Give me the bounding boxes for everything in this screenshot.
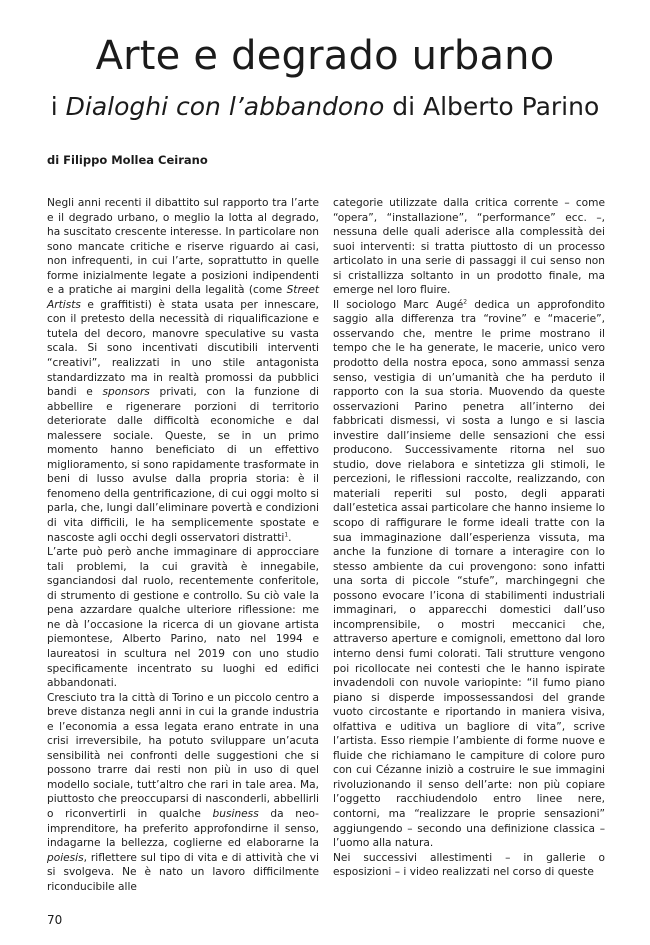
text-run: da neo-imprenditore, ha preferito approfondirne il senso, indagarne la bellezza, coglierne ed elaborarne la [47, 807, 320, 850]
italic-term: business [212, 807, 259, 820]
byline: di Filippo Mollea Ceirano [47, 153, 208, 167]
page-number: 70 [47, 913, 63, 927]
subtitle-work-title: Dialoghi con l’abbandono [65, 92, 385, 121]
text-run: , riflettere sul tipo di vita e di attività che vi si svolgeva. Ne è nato un lavoro difficilmente riconducibile alle [47, 851, 319, 893]
footnote-ref: 1 [284, 531, 289, 539]
footnote-ref: 2 [463, 298, 468, 306]
subtitle-prefix: i [50, 92, 66, 121]
italic-term: sponsors [102, 386, 150, 399]
subtitle-suffix: di Alberto Parino [384, 92, 600, 121]
text-run: Cresciuto tra la città di Torino e un piccolo centro a breve distanza negli anni in cui la grande industria e l’economia a essa legata erano entrate in una crisi irreversibile, ha potuto sviluppare un’acuta sensibilità nei confronti delle suggestioni che si possono trarre dai resti non più in uso di quel modello sociale, tutt’altro che rari in tale area. Ma, piuttosto che preoccuparsi di nasconderli, abbellirli o riconvertirli in qualche [47, 691, 319, 820]
paragraph [333, 298, 605, 851]
text-run: privati, con la funzione di abbellire e rigenerare porzioni di territorio deteriorate dalle difficoltà economiche e dal malessere sociale. Queste, se in un primo momento hanno beneficiato di un effettivo miglioramento, si sono rapidamente trasformate in beni di lusso avulse dalla propria storia: è il fenomeno della gentrificazione, di cui oggi molto si parla, che, lungi dall’eliminare povertà e condizioni di vita difficili, le ha semplicemente spostate e nascoste agli occhi degli osservatori distratti [47, 386, 319, 544]
text-run: Negli anni recenti il dibattito sul rapporto tra l’arte e il degrado urbano, o meglio la lotta al degrado, ha suscitato crescente interesse. In particolare non sono mancate critiche e riserve riguardo ai casi, non infrequenti, in cui l’arte, soprattutto in quelle forme inizialmente legate a posizioni indipendenti e a pratiche ai margini della legalità (come [47, 197, 319, 297]
article-title: Arte e degrado urbano [95, 33, 555, 79]
paragraph: Nei successivi allestimenti – in gallerie o esposizioni – i video realizzati nel corso di queste [333, 851, 605, 879]
paragraph: categorie utilizzate dalla critica corrente – come “opera”, “installazione”, “performance” ecc. –, nessuna delle quali aderisce alla complessità dei suoi interventi: si tratta piuttosto di un processo articolato in una serie di passaggi il cui senso non si cristallizza soltanto in un prodotto finale, ma emerge nel loro fluire. [333, 197, 605, 297]
right-column [333, 196, 605, 880]
text-run: Il sociologo Marc Augé [333, 298, 464, 311]
left-column [47, 196, 319, 894]
italic-term: poiesis [47, 851, 84, 864]
paragraph: L’arte può però anche immaginare di approcciare tali problemi, la cui gravità è innegabile, sganciandosi dal ruolo, recentemente conferitole, di strumento di gestione e controllo. Su ciò vale la pena azzardare qualche ulteriore riflessione: me ne dà l’occasione la ricerca di un giovane artista piemontese, Alberto Parino, nato nel 1994 e laureatosi in scultura nel 2019 con uno studio specificamente incentrato su luoghi ed edifici abbandonati. [47, 546, 319, 690]
paragraph [47, 196, 319, 545]
text-run: . [288, 531, 292, 544]
italic-term: Street Artists [47, 284, 319, 311]
paragraph [47, 691, 319, 895]
text-run: dedica un approfondito saggio alla differenza tra “rovine” e “macerie”, osservando che, mentre le prime mostrano il tempo che le ha generate, le macerie, unico vero prodotto della nostra epoca, sono ammassi senza senso, vestigia di un’umanità che ha perduto il rapporto con la sua storia. Muovendo da queste osservazioni Parino penetra all’interno dei fabbricati dismessi, vi sosta a lungo e si lascia investire dall’insieme delle sensazioni che essi producono. Successivamente ritorna nel suo studio, dove rielabora e sintetizza gli stimoli, le percezioni, le riflessioni raccolte, realizzando, con materiali reperiti sul posto, degli apparati dall’estetica assai particolare che hanno insieme lo scopo di raffigurare le forme ideali tratte con la sua immaginazione dall’esperienza vissuta, ma anche la funzione di tornare a interagire con lo stesso ambiente da cui provengono: sono infatti una sorta di piccole “stufe”, marchingegni che possono evocare l’icona di stabilimenti industriali immaginari, o apparecchi domestici dall’uso incomprensibile, o mostri meccanici che, attraverso aperture e comignoli, emettono dal loro interno densi fumi colorati. Tali strutture vengono poi ricollocate nei contesti che le hanno ispirate invadendoli con nuvole variopinte: “il fumo piano piano si disperde impossessandosi del grande vuoto circostante e riportando in maniera visiva, olfattiva e uditiva un bagliore di vita”, scrive l’artista. Esso riempie l’ambiente di forme nuove e fluide che richiamano le campiture di colore puro con cui Cézanne iniziò a costruire le sue immagini rivoluzionando il senso dell’arte: non più copiare l’oggetto racchiudendolo entro linee nere, contorni, ma “realizzare le proprie sensazioni” aggiungendo – secondo una definizione classica – l’uomo alla natura. [333, 298, 605, 850]
article-subtitle [0, 92, 650, 122]
text-run: e graffitisti) è stata usata per innescare, con il pretesto della necessità di riqualificazione e tutela del decoro, manovre speculative su vasta scala. Si sono incentivati discutibili interventi “creativi”, realizzati in uno stile antagonista standardizzato ma in realtà promossi da pubblici bandi e [47, 298, 319, 399]
